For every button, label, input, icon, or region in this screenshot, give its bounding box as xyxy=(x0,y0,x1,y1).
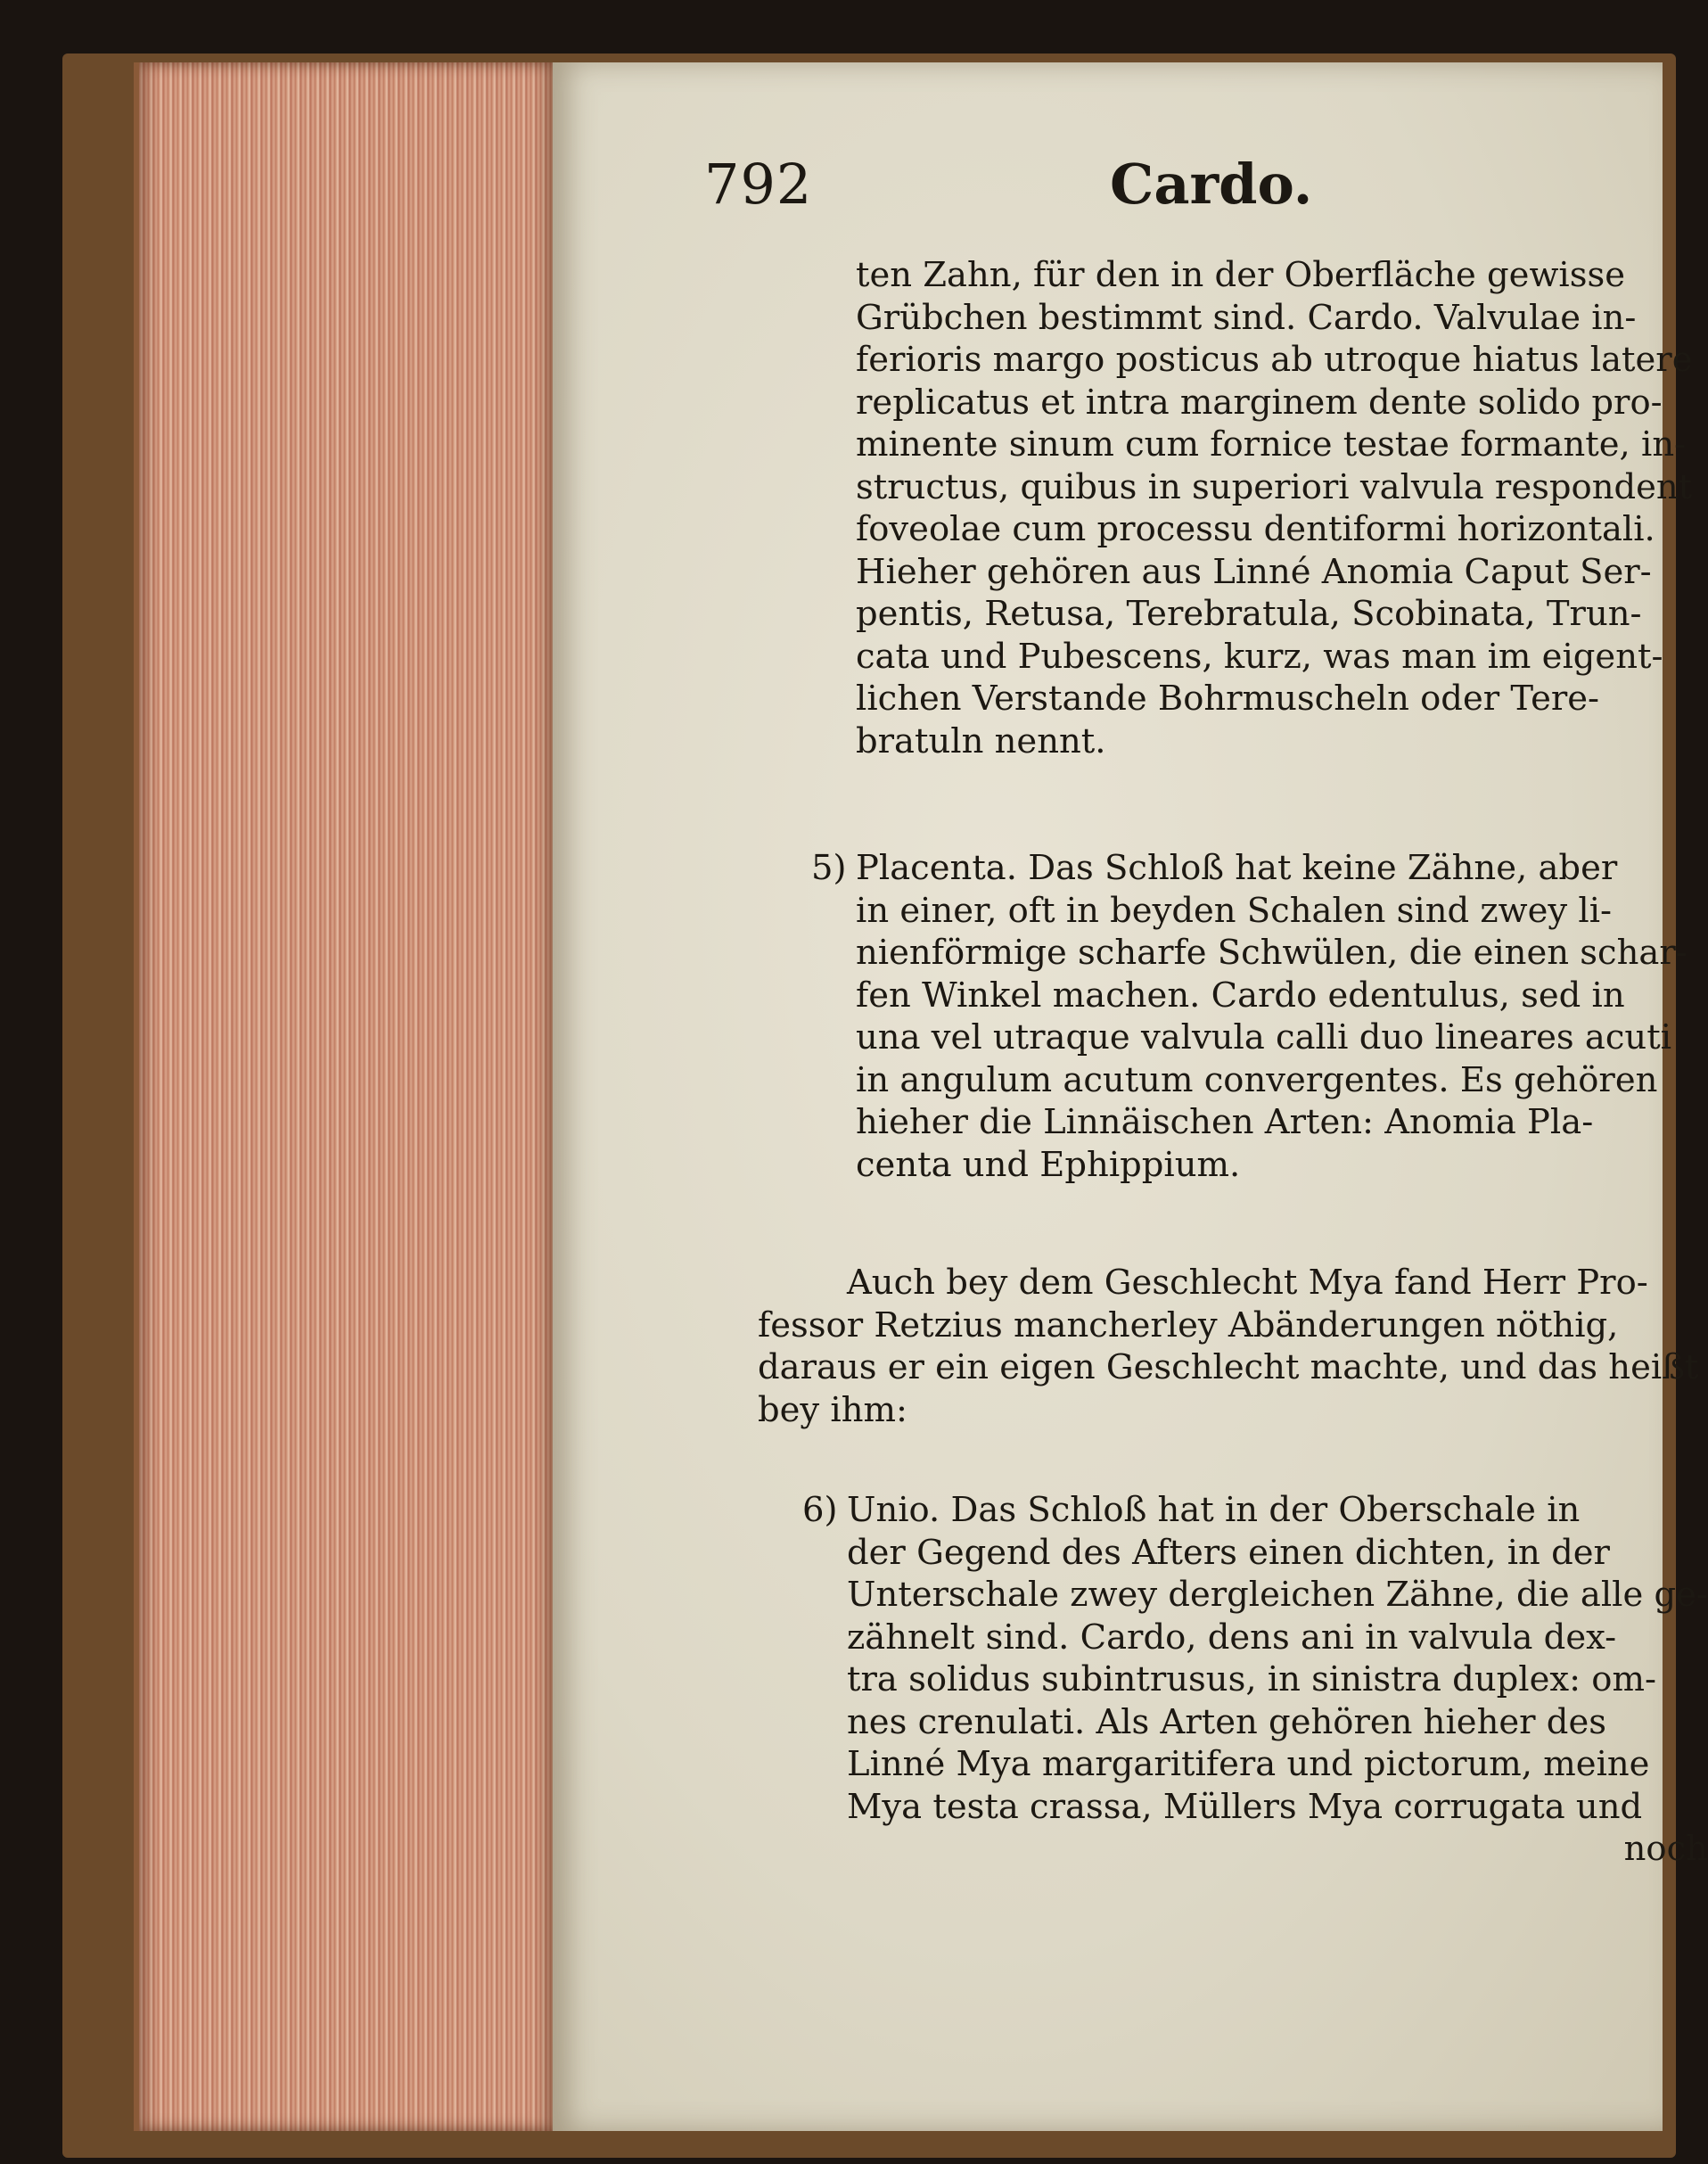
text-line: bey ihm: xyxy=(758,1389,908,1430)
text-line: der Gegend des Afters einen dichten, in der xyxy=(847,1532,1610,1573)
text-line: replicatus et intra marginem dente solido pro- xyxy=(856,382,1663,423)
text-line: in einer, oft in beyden Schalen sind zwey li- xyxy=(856,890,1613,931)
paragraph-2 xyxy=(811,847,1687,1186)
text-line: fessor Retzius mancherley Abänderungen nöthig, xyxy=(758,1304,1619,1345)
running-head: Cardo. xyxy=(1110,152,1313,217)
text-line: hieher die Linnäischen Arten: Anomia Pla- xyxy=(856,1102,1594,1142)
text-line: 6) Unio. Das Schloß hat in der Oberschale in xyxy=(802,1490,1581,1530)
text-line: ferioris margo posticus ab utroque hiatus latere xyxy=(856,340,1693,380)
text-line: nes crenulati. Als Arten gehören hieher des xyxy=(847,1701,1606,1742)
text-line: tra solidus subintrusus, in sinistra duplex: om- xyxy=(847,1659,1656,1699)
text-line: Hieher gehören aus Linné Anomia Caput Ser- xyxy=(856,551,1652,592)
text-line: Unterschale zwey dergleichen Zähne, die alle ge- xyxy=(847,1575,1708,1615)
text-line: Auch bey dem Geschlecht Mya fand Herr Pro- xyxy=(847,1263,1648,1303)
text-line: Linné Mya margaritifera und pictorum, meine xyxy=(847,1744,1650,1784)
text-line: Mya testa crassa, Müllers Mya corrugata und xyxy=(847,1786,1643,1827)
paragraph-3 xyxy=(758,1262,1698,1431)
catchword: noch xyxy=(1623,1829,1708,1869)
page-number: 792 xyxy=(704,152,813,217)
item-number: 5) xyxy=(811,848,847,888)
text-line: fen Winkel machen. Cardo edentulus, sed in xyxy=(856,975,1625,1016)
text-line: cata und Pubescens, kurz, was man im eigent- xyxy=(856,636,1663,677)
paragraph-4 xyxy=(802,1489,1708,1871)
text-line: in angulum acutum convergentes. Es gehören xyxy=(856,1059,1658,1100)
text-line: daraus er ein eigen Geschlecht machte, und das heißt xyxy=(758,1347,1699,1387)
text-line: minente sinum cum fornice testae formante, in- xyxy=(856,424,1687,465)
text-line: bratuln nennt. xyxy=(856,720,1106,761)
text-line: lichen Verstande Bohrmuscheln oder Tere- xyxy=(856,679,1600,719)
text-line: 5) Placenta. Das Schloß hat keine Zähne, aber xyxy=(811,848,1618,888)
text-line: foveolae cum processu dentiformi horizontali. xyxy=(856,509,1655,549)
text-line: Grübchen bestimmt sind. Cardo. Valvulae in- xyxy=(856,297,1637,338)
text-line: pentis, Retusa, Terebratula, Scobinata, Trun- xyxy=(856,594,1642,634)
page-edges xyxy=(134,62,558,2131)
text-line: una vel utraque valvula calli duo lineares acuti xyxy=(856,1017,1672,1057)
text-line: zähnelt sind. Cardo, dens ani in valvula dex- xyxy=(847,1617,1617,1658)
text-line: nienförmige scharfe Schwülen, die einen schar- xyxy=(856,933,1687,973)
item-number: 6) xyxy=(802,1490,838,1530)
text-line: centa und Ephippium. xyxy=(856,1144,1241,1185)
text-line: structus, quibus in superiori valvula respondent xyxy=(856,466,1693,507)
paragraph-1 xyxy=(856,254,1692,762)
text-line: ten Zahn, für den in der Oberfläche gewisse xyxy=(856,255,1626,295)
